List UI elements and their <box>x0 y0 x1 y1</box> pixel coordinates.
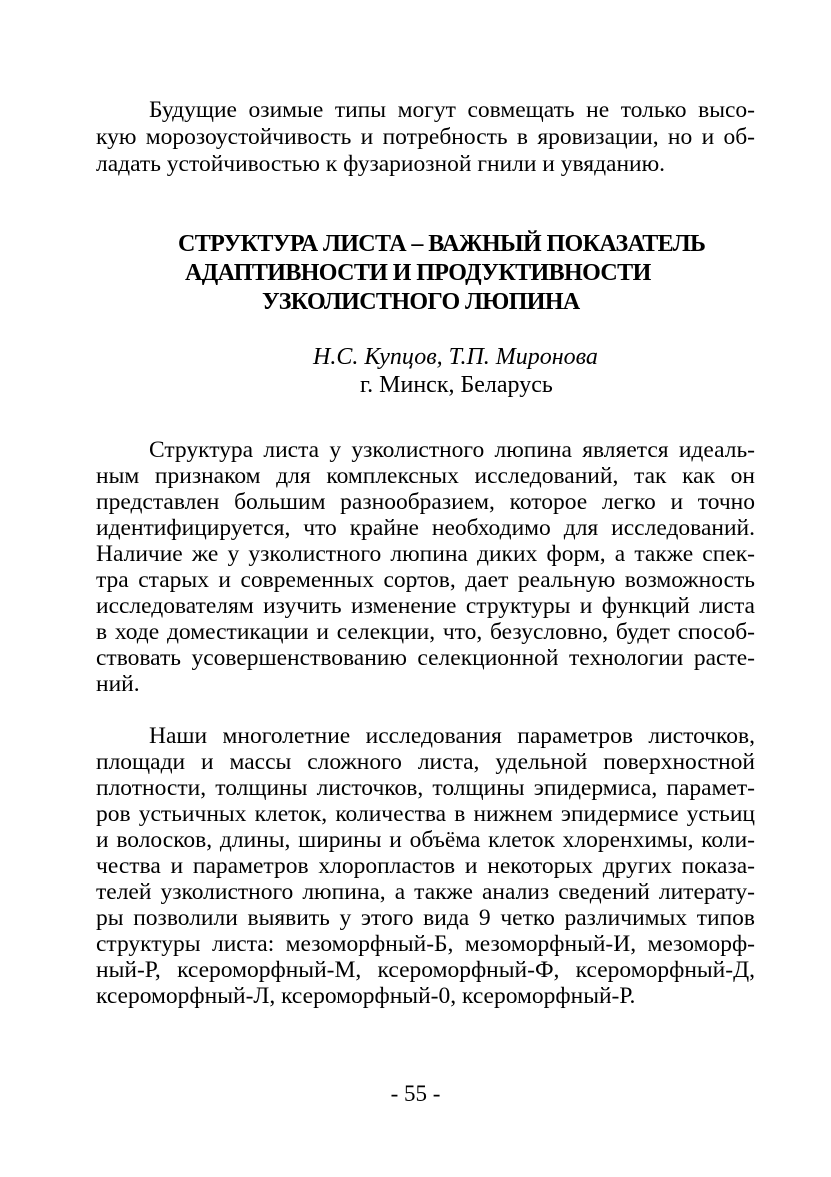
text-line: тра старых и современных сортов, дает реальную возможность <box>96 567 755 593</box>
text-line: плотности, толщины листочков, толщины эпидермиса, парамет- <box>96 775 755 801</box>
text-line: телей узколистного люпина, а также анализ сведений литерату- <box>96 879 755 905</box>
text-line: ксероморфный-Л, ксероморфный-0, ксероморфный-Р. <box>96 983 636 1009</box>
text-line: Структура листа у узколистного люпина является идеаль- <box>149 437 755 463</box>
text-line: ний. <box>96 671 140 697</box>
text-line: Будущие озимые типы могут совмещать не только высо- <box>149 97 755 123</box>
text-line: в ходе доместикации и селекции, что, безусловно, будет способ- <box>96 619 755 645</box>
text-line: ров устьичных клеток, количества в нижнем эпидермисе устьиц <box>96 801 755 827</box>
page-number: - 55 - <box>390 1081 441 1106</box>
text-line: ствовать усовершенствованию селекционной технологии расте- <box>96 645 755 671</box>
title-line: СТРУКТУРА ЛИСТА – ВАЖНЫЙ ПОКАЗАТЕЛЬ <box>178 231 706 257</box>
article-authors: Н.С. Купцов, Т.П. Миронова <box>313 344 598 370</box>
text-line: структуры листа: мезоморфный-Б, мезоморфный-И, мезоморф- <box>96 931 755 957</box>
text-line: исследователям изучить изменение структуры и функций листа <box>96 593 755 619</box>
text-line: Наши многолетние исследования параметров листочков, <box>149 723 755 749</box>
text-line: и волосков, длины, ширины и объёма клеток хлоренхимы, коли- <box>96 827 755 853</box>
text-line: кую морозоустойчивость и потребность в яровизации, но и об- <box>96 124 755 150</box>
text-line: ры позволили выявить у этого вида 9 четко различимых типов <box>96 905 755 931</box>
text-line: идентифицируется, что крайне необходимо для исследований. <box>96 515 755 541</box>
text-line: площади и массы сложного листа, удельной поверхностной <box>96 749 755 775</box>
text-line: ным признаком для комплексных исследований, так как он <box>96 463 755 489</box>
title-line: АДАПТИВНОСТИ И ПРОДУКТИВНОСТИ <box>185 260 651 286</box>
title-line: УЗКОЛИСТНОГО ЛЮПИНА <box>262 289 580 315</box>
text-line: ный-Р, ксероморфный-М, ксероморфный-Ф, ксероморфный-Д, <box>96 957 755 983</box>
text-line: чества и параметров хлоропластов и некоторых других показа- <box>96 853 755 879</box>
text-line: Наличие же у узколистного люпина диких форм, а также спек- <box>96 541 755 567</box>
text-line: представлен большим разнообразием, которое легко и точно <box>96 489 755 515</box>
text-line: ладать устойчивостью к фузариозной гнили и увяданию. <box>96 151 666 177</box>
article-affiliation: г. Минск, Беларусь <box>360 372 553 398</box>
